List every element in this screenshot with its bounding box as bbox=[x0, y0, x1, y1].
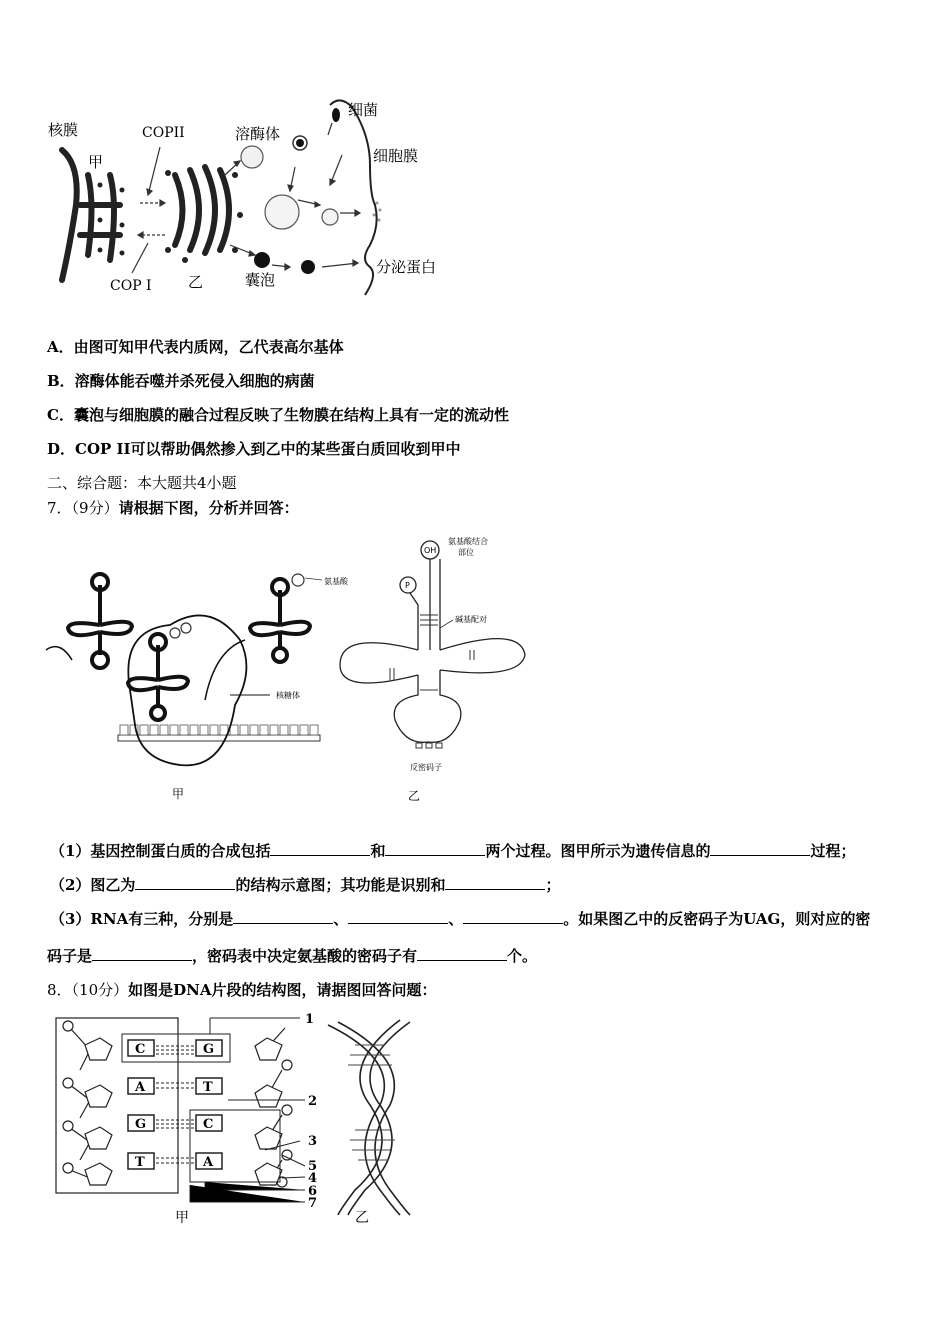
figure-translation bbox=[40, 530, 560, 810]
section-title: 二、综合题：本大题共4小题 bbox=[47, 474, 237, 492]
mrna-strand bbox=[118, 725, 320, 741]
base-right-0: G bbox=[203, 1042, 215, 1057]
q7-blank-8[interactable] bbox=[463, 909, 563, 924]
base-left-1: A bbox=[135, 1080, 146, 1095]
trna-anticodon-bases bbox=[416, 743, 442, 748]
figure-dna bbox=[50, 1010, 430, 1225]
q7-blank-6[interactable] bbox=[233, 909, 333, 924]
dna-deoxyribose-left bbox=[85, 1038, 112, 1185]
q7-blank-2[interactable] bbox=[385, 841, 485, 856]
label-oh: OH bbox=[424, 546, 437, 555]
lysosome-shapes bbox=[241, 136, 338, 229]
figure-endomembrane bbox=[40, 95, 460, 300]
q7-p2-text-c: ； bbox=[545, 876, 561, 894]
q7-blank-5[interactable] bbox=[445, 875, 545, 890]
label-amino-acid: 氨基酸 bbox=[324, 577, 348, 586]
exit-arrow bbox=[46, 647, 72, 660]
label-yi: 乙 bbox=[188, 273, 204, 291]
base-left-2: G bbox=[135, 1117, 147, 1132]
label-binding-site-1: 氨基酸结合 bbox=[448, 537, 488, 546]
option-b: B．溶酶体能吞噬并杀死侵入细胞的病菌 bbox=[47, 372, 315, 390]
q7-blank-9[interactable] bbox=[92, 946, 192, 961]
trna-structure bbox=[340, 541, 525, 742]
trna-middle bbox=[128, 634, 188, 720]
q7-blank-7[interactable] bbox=[348, 909, 448, 924]
num-2: 2 bbox=[308, 1094, 318, 1109]
q7-p1-text-a: （1）基因控制蛋白质的合成包括 bbox=[50, 842, 271, 860]
label-lysosome: 溶酶体 bbox=[235, 125, 281, 143]
label-fig7-jia: 甲 bbox=[172, 787, 185, 801]
label-fig7-yi: 乙 bbox=[408, 789, 421, 803]
q7-part2 bbox=[50, 874, 560, 895]
q8-number: 8．（10分） bbox=[47, 981, 129, 999]
q7-blank-1[interactable] bbox=[270, 841, 370, 856]
amino-acid-balls bbox=[170, 574, 304, 638]
label-secreted-protein: 分泌蛋白 bbox=[376, 258, 437, 276]
trna-right bbox=[250, 579, 310, 662]
q7-header bbox=[47, 497, 299, 518]
label-anticodon: 反密码子 bbox=[410, 763, 442, 772]
q8-header bbox=[47, 979, 437, 1000]
q7-p2-text-a: （2）图乙为 bbox=[50, 876, 136, 894]
dna-left-frame bbox=[56, 1018, 178, 1193]
base-right-3: A bbox=[203, 1155, 214, 1170]
q7-p4-text-a: 码子是 bbox=[47, 947, 93, 965]
label-copi: COP I bbox=[110, 278, 152, 294]
label-copii: COPII bbox=[142, 125, 185, 141]
double-helix bbox=[328, 1020, 410, 1215]
label-fig8-yi: 乙 bbox=[355, 1210, 369, 1225]
q7-part1 bbox=[50, 840, 856, 861]
q7-blank-4[interactable] bbox=[135, 875, 235, 890]
base-left-3: T bbox=[135, 1155, 145, 1170]
option-c: C．囊泡与细胞膜的融合过程反映了生物膜在结构上具有一定的流动性 bbox=[47, 406, 509, 424]
num-5: 5 bbox=[308, 1159, 318, 1174]
num-7: 7 bbox=[308, 1196, 318, 1211]
label-vesicle: 囊泡 bbox=[245, 271, 276, 289]
q7-p3-text-a: （3）RNA有三种，分别是 bbox=[50, 910, 234, 928]
q7-p1-text-c: 两个过程。图甲所示为遗传信息的 bbox=[485, 842, 711, 860]
bacteria-shape bbox=[332, 108, 340, 122]
option-a: A．由图可知甲代表内质网，乙代表高尔基体 bbox=[47, 338, 344, 356]
num-3: 3 bbox=[308, 1134, 318, 1149]
label-ribosome: 核糖体 bbox=[276, 691, 300, 700]
q7-stem: 请根据下图，分析并回答： bbox=[118, 499, 299, 517]
q7-part3 bbox=[50, 908, 870, 929]
base-right-1: T bbox=[203, 1080, 213, 1095]
num-4: 4 bbox=[308, 1171, 318, 1186]
q7-p1-text-d: 过程； bbox=[810, 842, 856, 860]
entry-arrow bbox=[205, 640, 245, 700]
trna-left bbox=[68, 574, 132, 668]
label-fig8-jia: 甲 bbox=[175, 1210, 189, 1225]
num-6: 6 bbox=[308, 1184, 318, 1199]
q7-p3-text-b: 、 bbox=[333, 910, 349, 928]
dna-base-boxes bbox=[122, 1034, 280, 1182]
q7-number: 7．（9分） bbox=[47, 499, 119, 517]
q7-p3-text-c: 、 bbox=[448, 910, 464, 928]
q7-blank-10[interactable] bbox=[417, 946, 507, 961]
num-1: 1 bbox=[305, 1012, 315, 1027]
label-bacteria: 细菌 bbox=[348, 101, 379, 119]
dna-hydrogen-bonds bbox=[156, 1046, 194, 1163]
option-d: D．COP II可以帮助偶然掺入到乙中的某些蛋白质回收到甲中 bbox=[47, 440, 461, 458]
q7-p3-text-d: 。如果图乙中的反密码子为UAG，则对应的密 bbox=[563, 910, 871, 928]
label-jia: 甲 bbox=[88, 153, 104, 171]
q8-stem: 如图是DNA片段的结构图，请据图回答问题： bbox=[128, 981, 437, 999]
base-pairing-pointer bbox=[440, 620, 453, 628]
q7-part4 bbox=[47, 945, 537, 966]
q7-p4-text-b: ，密码表中决定氨基酸的密码子有 bbox=[192, 947, 418, 965]
dna-deoxyribose-right bbox=[255, 1038, 282, 1185]
q7-p1-text-b: 和 bbox=[370, 842, 386, 860]
q7-blank-3[interactable] bbox=[710, 841, 810, 856]
base-left-0: C bbox=[135, 1042, 146, 1057]
label-binding-site-2: 部位 bbox=[458, 548, 474, 557]
label-p: P bbox=[405, 581, 410, 590]
golgi-apparatus bbox=[175, 167, 229, 253]
label-cell-membrane: 细胞膜 bbox=[373, 147, 419, 165]
label-base-pairing: 碱基配对 bbox=[455, 615, 487, 624]
q7-p2-text-b: 的结构示意图；其功能是识别和 bbox=[235, 876, 446, 894]
base-right-2: C bbox=[203, 1117, 214, 1132]
q7-p4-text-c: 个。 bbox=[507, 947, 538, 965]
label-nuclear-membrane: 核膜 bbox=[48, 121, 79, 139]
amino-acid-pointer bbox=[305, 578, 322, 580]
